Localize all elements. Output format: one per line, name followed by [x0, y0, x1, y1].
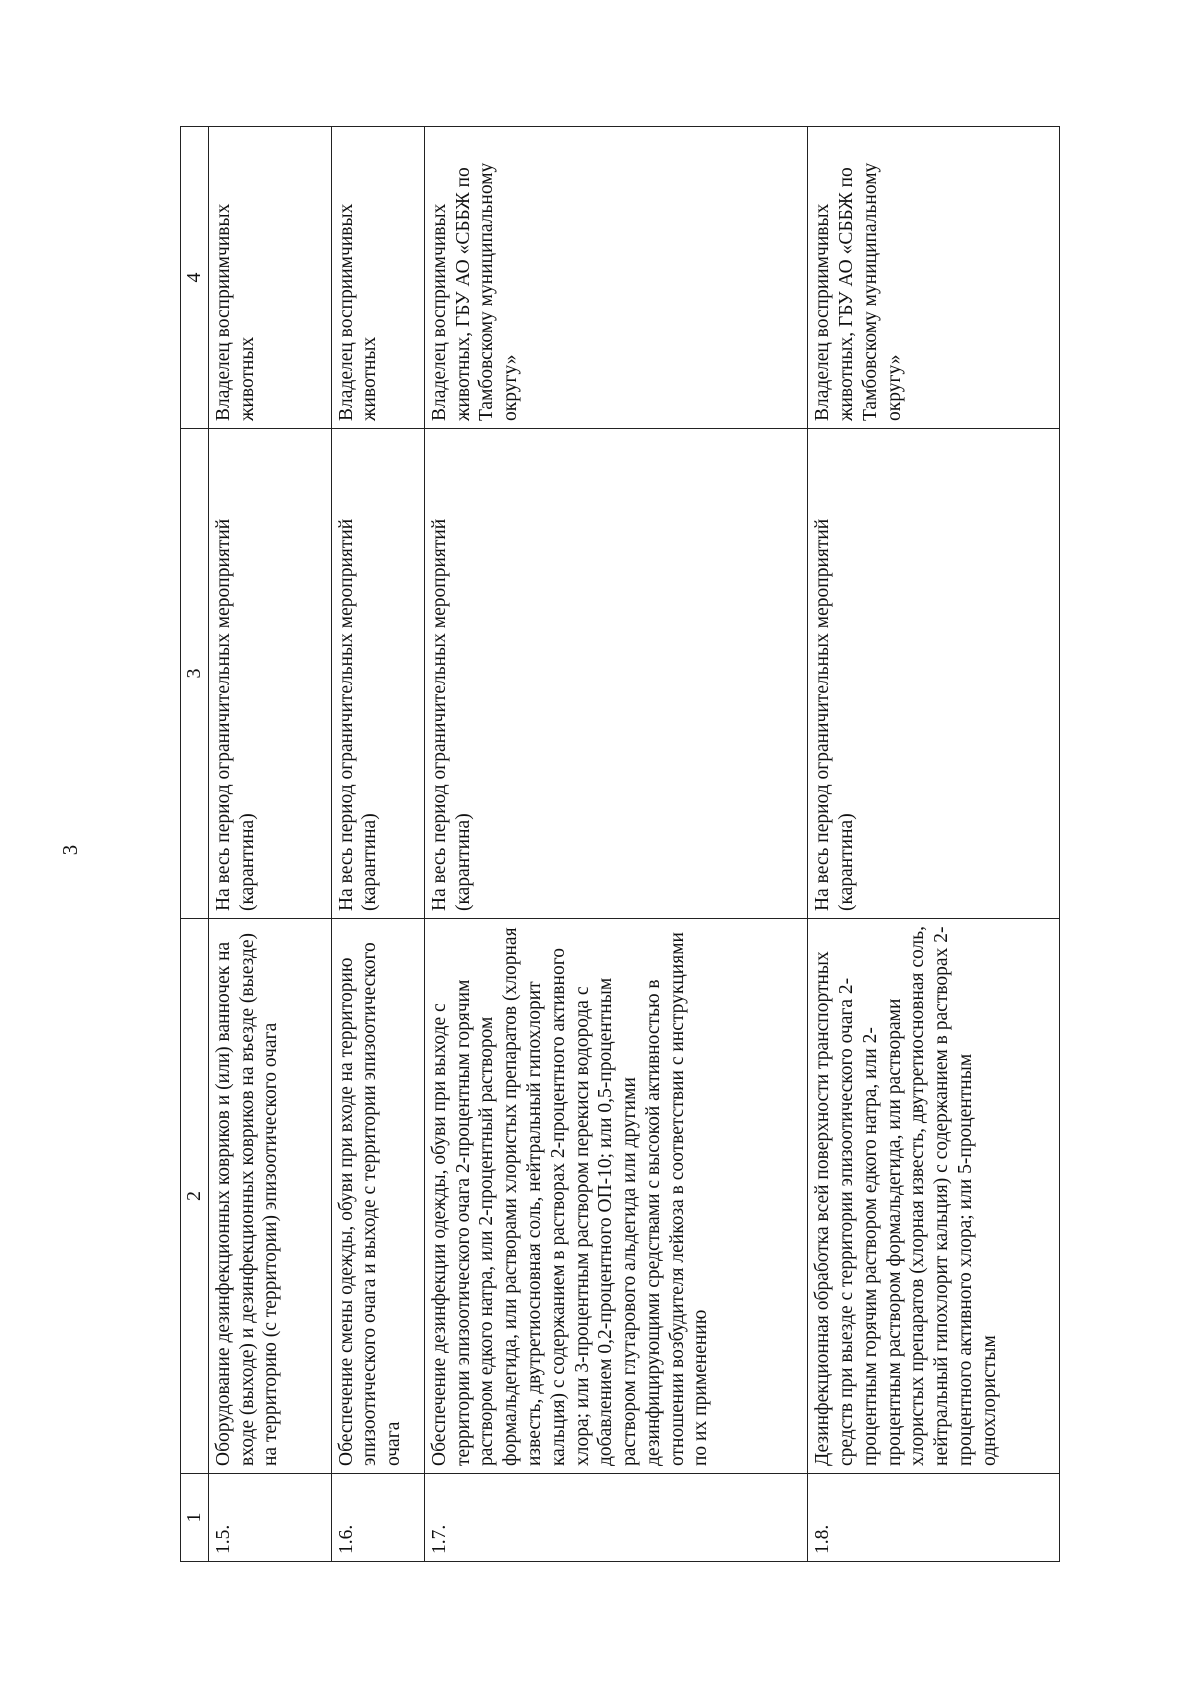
responsible-cell: Владелец восприимчивых животных, ГБУ АО «СББЖ по Тамбовскому муниципальному округу» — [808, 127, 1060, 429]
table-header-row — [181, 127, 209, 1562]
table-row — [331, 127, 424, 1562]
table-row — [208, 127, 331, 1562]
period-cell: На весь период ограничительных мероприятий (карантина) — [331, 429, 424, 919]
responsible-cell: Владелец восприимчивых животных — [331, 127, 424, 429]
rotated-table-container — [180, 127, 1060, 1562]
page-number: 3 — [58, 844, 82, 856]
row-number: 1.5. — [208, 1474, 331, 1562]
period-cell: На весь период ограничительных мероприятий (карантина) — [808, 429, 1060, 919]
period-cell: На весь период ограничительных мероприятий (карантина) — [424, 429, 808, 919]
row-number: 1.8. — [808, 1474, 1060, 1562]
row-number: 1.6. — [331, 1474, 424, 1562]
responsible-cell: Владелец восприимчивых животных, ГБУ АО «СББЖ по Тамбовскому муниципальному округу» — [424, 127, 808, 429]
measure-cell: Дезинфекционная обработка всей поверхности транспортных средств при выезде с территории эпизоотического очага 2-процентным горячим раствором едкого натра, или 2-процентным раствором формальдегида, или растворами хлористых препаратов (хлорная известь, двутретиосновная соль, нейтральный гипохлорит кальция) с содержанием в растворах 2-процентного активного хлора; или 5-процентным однохлористым — [808, 919, 1060, 1474]
header-cell: 2 — [181, 919, 209, 1474]
measure-cell: Оборудование дезинфекционных ковриков и (или) ванночек на входе (выходе) и дезинфекционных ковриков на въезде (выезде) на территорию (с территории) эпизоотического очага — [208, 919, 331, 1474]
table-row — [424, 127, 808, 1562]
measures-table — [180, 126, 1060, 1562]
table-row — [808, 127, 1060, 1562]
measure-cell: Обеспечение смены одежды, обуви при входе на территорию эпизоотического очага и выходе с территории эпизоотического очага — [331, 919, 424, 1474]
header-cell: 1 — [181, 1474, 209, 1562]
responsible-cell: Владелец восприимчивых животных — [208, 127, 331, 429]
row-number: 1.7. — [424, 1474, 808, 1562]
period-cell: На весь период ограничительных мероприятий (карантина) — [208, 429, 331, 919]
header-cell: 4 — [181, 127, 209, 429]
measure-cell: Обеспечение дезинфекции одежды, обуви при выходе с территории эпизоотического очага 2-процентным горячим раствором едкого натра, или 2-процентный раствором формальдегида, или растворами хлористых препаратов (хлорная известь, двутретиосновная соль, нейтральный гипохлорит кальция) с содержанием в растворах 2-процентного активного хлора; или 3-процентным раствором перекиси водорода с добавлением 0,2-процентного ОП-10; или 0,5-процентным раствором глутарового альдегида или другими дезинфицирующими средствами с высокой активностью в отношении возбудителя лейкоза в соответствии с инструкциями по их применению — [424, 919, 808, 1474]
header-cell: 3 — [181, 429, 209, 919]
